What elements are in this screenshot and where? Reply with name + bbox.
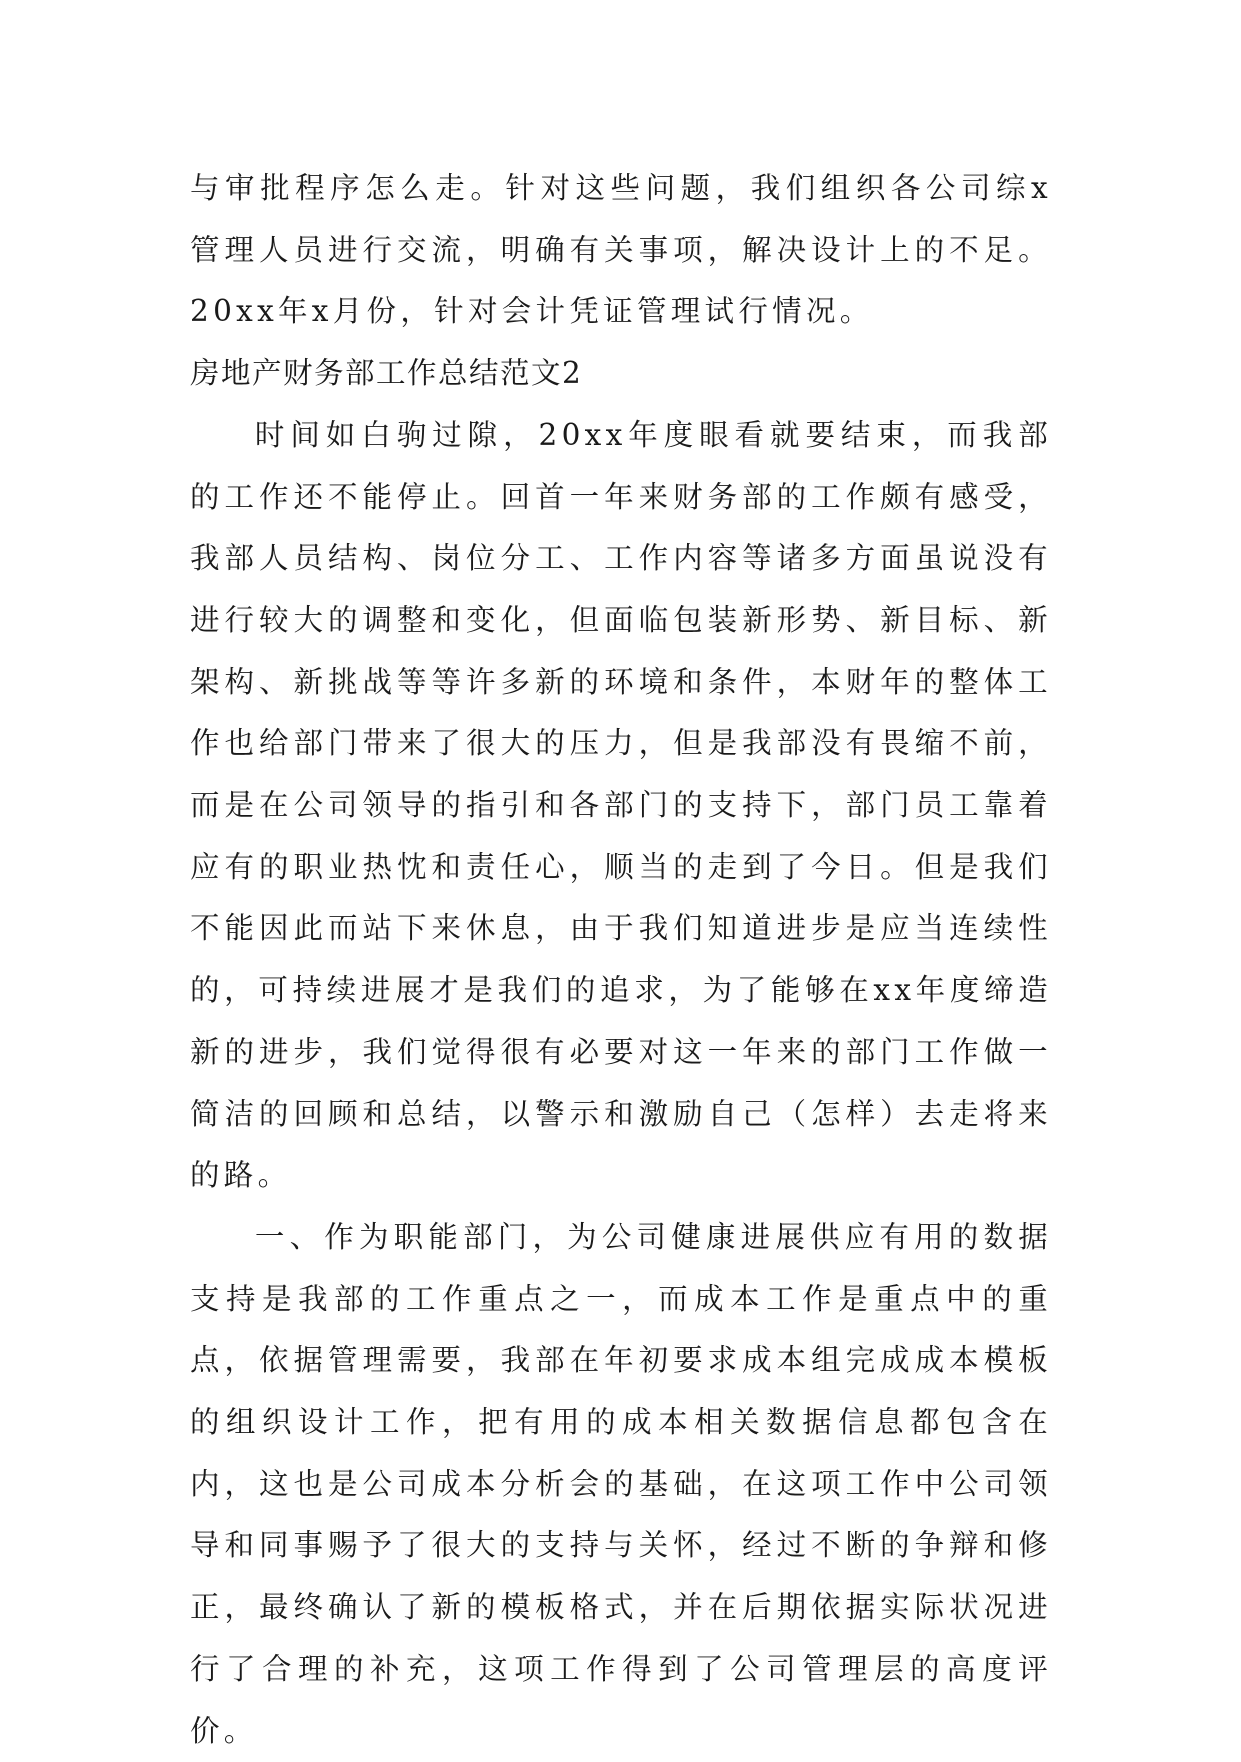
section-heading: 房地产财务部工作总结范文2 (190, 356, 583, 391)
continued-paragraph: 与审批程序怎么走。针对这些问题，我们组织各公司综x管理人员进行交流，明确有关事项，解决设计上的不足。20xx年x月份，针对会计凭证管理试行情况。 (190, 171, 1052, 329)
paragraph-2: 一、作为职能部门，为公司健康进展供应有用的数据支持是我部的工作重点之一，而成本工作是重点中的重点，依据管理需要，我部在年初要求成本组完成成本模板的组织设计工作，把有用的成本相关数据信息都包含在内，这也是公司成本分析会的基础，在这项工作中公司领导和同事赐予了很大的支持与关怀，经过不断的争辩和修正，最终确认了新的模板格式，并在后期依据实际状况进行了合理的补充，这项工作得到了公司管理层的高度评价。 (190, 1219, 1052, 1748)
document-body (190, 158, 1052, 1762)
paragraph-1: 时间如白驹过隙，20xx年度眼看就要结束，而我部的工作还不能停止。回首一年来财务部的工作颇有感受，我部人员结构、岗位分工、工作内容等诸多方面虽说没有进行较大的调整和变化，但面临包装新形势、新目标、新架构、新挑战等等许多新的环境和条件，本财年的整体工作也给部门带来了很大的压力，但是我部没有畏缩不前，而是在公司领导的指引和各部门的支持下，部门员工靠着应有的职业热忱和责任心，顺当的走到了今日。但是我们不能因此而站下来休息，由于我们知道进步是应当连续性的，可持续进展才是我们的追求，为了能够在xx年度缔造新的进步，我们觉得很有必要对这一年来的部门工作做一简洁的回顾和总结，以警示和激励自己（怎样）去走将来的路。 (190, 417, 1052, 1193)
